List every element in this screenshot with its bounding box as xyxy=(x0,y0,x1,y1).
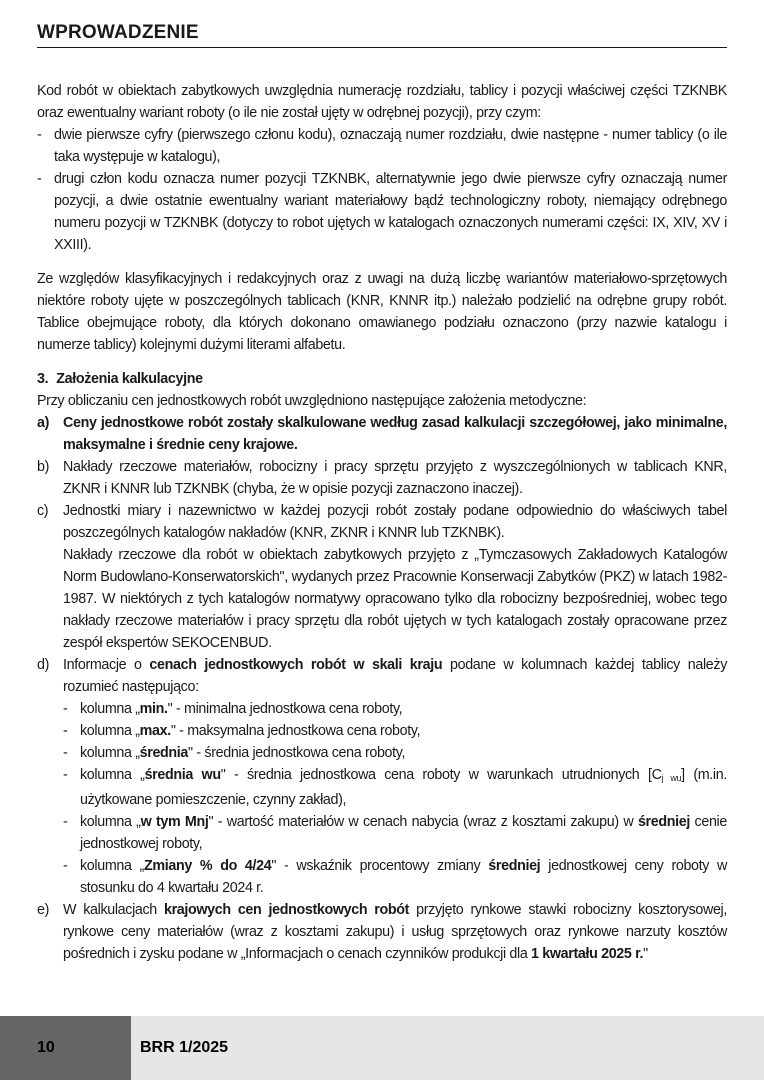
assumption-text: Ceny jednostkowe robót zostały skalkulowane według zasad kalkulacji szczegółowej, jako minimalne, maksymalne i średnie ceny krajowe. xyxy=(63,415,727,453)
column-item-changes: - kolumna „Zmiany % do 4/24" - wskaźnik procentowy zmiany średniej jednostkowej ceny roboty w stosunku do 4 kwartału 2024 r. xyxy=(63,855,727,899)
publication-title: BRR 1/2025 xyxy=(140,1039,229,1056)
item-marker: c) xyxy=(37,503,49,519)
assumption-a xyxy=(37,412,727,456)
footer-accent-block xyxy=(0,1016,131,1080)
column-item-min: - kolumna „min." - minimalna jednostkowa cena roboty, xyxy=(63,698,727,720)
column-item-max: - kolumna „max." - maksymalna jednostkowa cena roboty, xyxy=(63,720,727,742)
assumption-e xyxy=(37,899,727,965)
list-item-text: dwie pierwsze cyfry (pierwszego członu kodu), oznaczają numer rozdziału, dwie następne - numer tablicy (o ile taka występuje w katalogu), xyxy=(54,127,727,165)
section-title: Założenia kalkulacyjne xyxy=(56,371,203,387)
list-dash: - xyxy=(63,701,68,717)
section-lead: Przy obliczaniu cen jednostkowych robót uwzględniono następujące założenia metodyczne: xyxy=(37,393,587,409)
assumption-text: Informacje o cenach jednostkowych robót w skali kraju podane w kolumnach każdej tablicy należy rozumieć następująco: xyxy=(63,657,727,695)
page-title: WPROWADZENIE xyxy=(37,22,199,43)
list-dash: - xyxy=(63,723,68,739)
item-marker: e) xyxy=(37,902,50,918)
intro-paragraph: Kod robót w obiektach zabytkowych uwzględnia numerację rozdziału, tablicy i pozycji właściwej części TZKNBK oraz ewentualny wariant roboty (o ile nie został ujęty w odrębnej pozycji), przy czym: xyxy=(37,83,727,121)
assumption-c xyxy=(37,500,727,654)
column-item-average-wu: - kolumna „średnia wu" - średnia jednostkowa cena roboty w warunkach utrudnionych $[C_{j wu}]$ (m.in. użytkowane pomieszczenie, czynny zakład), xyxy=(63,764,727,811)
item-marker: a) xyxy=(37,415,50,431)
assumption-text: Jednostki miary i nazewnictwo w każdej pozycji robót zostały podane odpowiednio do właściwych tabel poszczególnych katalogów nakładów (KNR, ZKNR i KNNR lub TZKNBK). xyxy=(63,503,727,541)
section-heading xyxy=(37,368,727,390)
list-dash: - xyxy=(37,127,42,143)
list-dash: - xyxy=(63,814,68,830)
assumption-d xyxy=(37,654,727,899)
main-content xyxy=(37,80,727,965)
column-item-mnj: - kolumna „w tym Mnj" - wartość materiałów w cenach nabycia (wraz z kosztami zakupu) w średniej cenie jednostkowej roboty, xyxy=(63,811,727,855)
column-item-average: - kolumna „średnia" - średnia jednostkowa cena roboty, xyxy=(63,742,727,764)
classification-paragraph: Ze względów klasyfikacyjnych i redakcyjnych oraz z uwagi na dużą liczbę wariantów materiałowo-sprzętowych niektóre roboty ujęte w poszczególnych tablicach (KNR, KNNR itp.) należało podzielić na odrębne grupy robót. Tablice obejmujące roboty, dla których dokonano omawianego podziału oznaczono (przy nazwie katalogu i numerze tablicy) kolejnymi dużymi literami alfabetu. xyxy=(37,271,727,353)
item-marker: b) xyxy=(37,459,50,475)
column-list xyxy=(63,698,727,899)
list-item-text: drugi człon kodu oznacza numer pozycji TZKNBK, alternatywnie jego dwie pierwsze cyfry oznaczają numer pozycji, a dwie ostatnie ewentualny wariant materiałowy bądź technologiczny roboty, niemający odrębnego numeru pozycji w TZKNBK (dotyczy to robot ujętych w katalogach oznaczonych numerami części: IX, XIV, XV i XXIII). xyxy=(54,171,727,253)
section-number: 3. xyxy=(37,371,49,387)
page-footer xyxy=(0,1016,764,1080)
list-item xyxy=(37,168,727,256)
list-dash: - xyxy=(63,858,68,874)
list-dash: - xyxy=(37,171,42,187)
page-header xyxy=(37,22,727,48)
assumption-text-continued: Nakłady rzeczowe dla robót w obiektach zabytkowych przyjęto z „Tymczasowych Zakładowych Katalogów Norm Budowlano-Konserwatorskich", wydanych przez Pracownie Konserwacji Zabytków (PKZ) w latach 1982-1987. W niektórych z tych katalogów normatywy opracowano tylko dla robocizny bezpośredniej, wobec tego nakłady rzeczowe materiałów i pracy sprzętu dla robót ujętych w tych katalogach zostały opracowane przez zespół ekspertów SEKOCENBUD. xyxy=(63,547,727,651)
list-dash: - xyxy=(63,745,68,761)
assumption-text: W kalkulacjach krajowych cen jednostkowych robót przyjęto rynkowe stawki robocizny kosztorysowej, rynkowe ceny materiałów (wraz z kosztami zakupu) i usług sprzętowych oraz rynkowe narzuty kosztów pośrednich i zysku podane w „Informacjach o cenach czynników produkcji dla 1 kwartału 2025 r." xyxy=(63,902,728,962)
page-number: 10 xyxy=(37,1039,55,1056)
list-item xyxy=(37,124,727,168)
assumption-b xyxy=(37,456,727,500)
item-marker: d) xyxy=(37,657,50,673)
assumption-text: Nakłady rzeczowe materiałów, robocizny i pracy sprzętu przyjęto z wyszczególnionych w tablicach KNR, ZKNR i KNNR lub TZKNBK (chyba, że w opisie pozycji zaznaczono inaczej). xyxy=(63,459,727,497)
list-dash: - xyxy=(63,767,68,783)
